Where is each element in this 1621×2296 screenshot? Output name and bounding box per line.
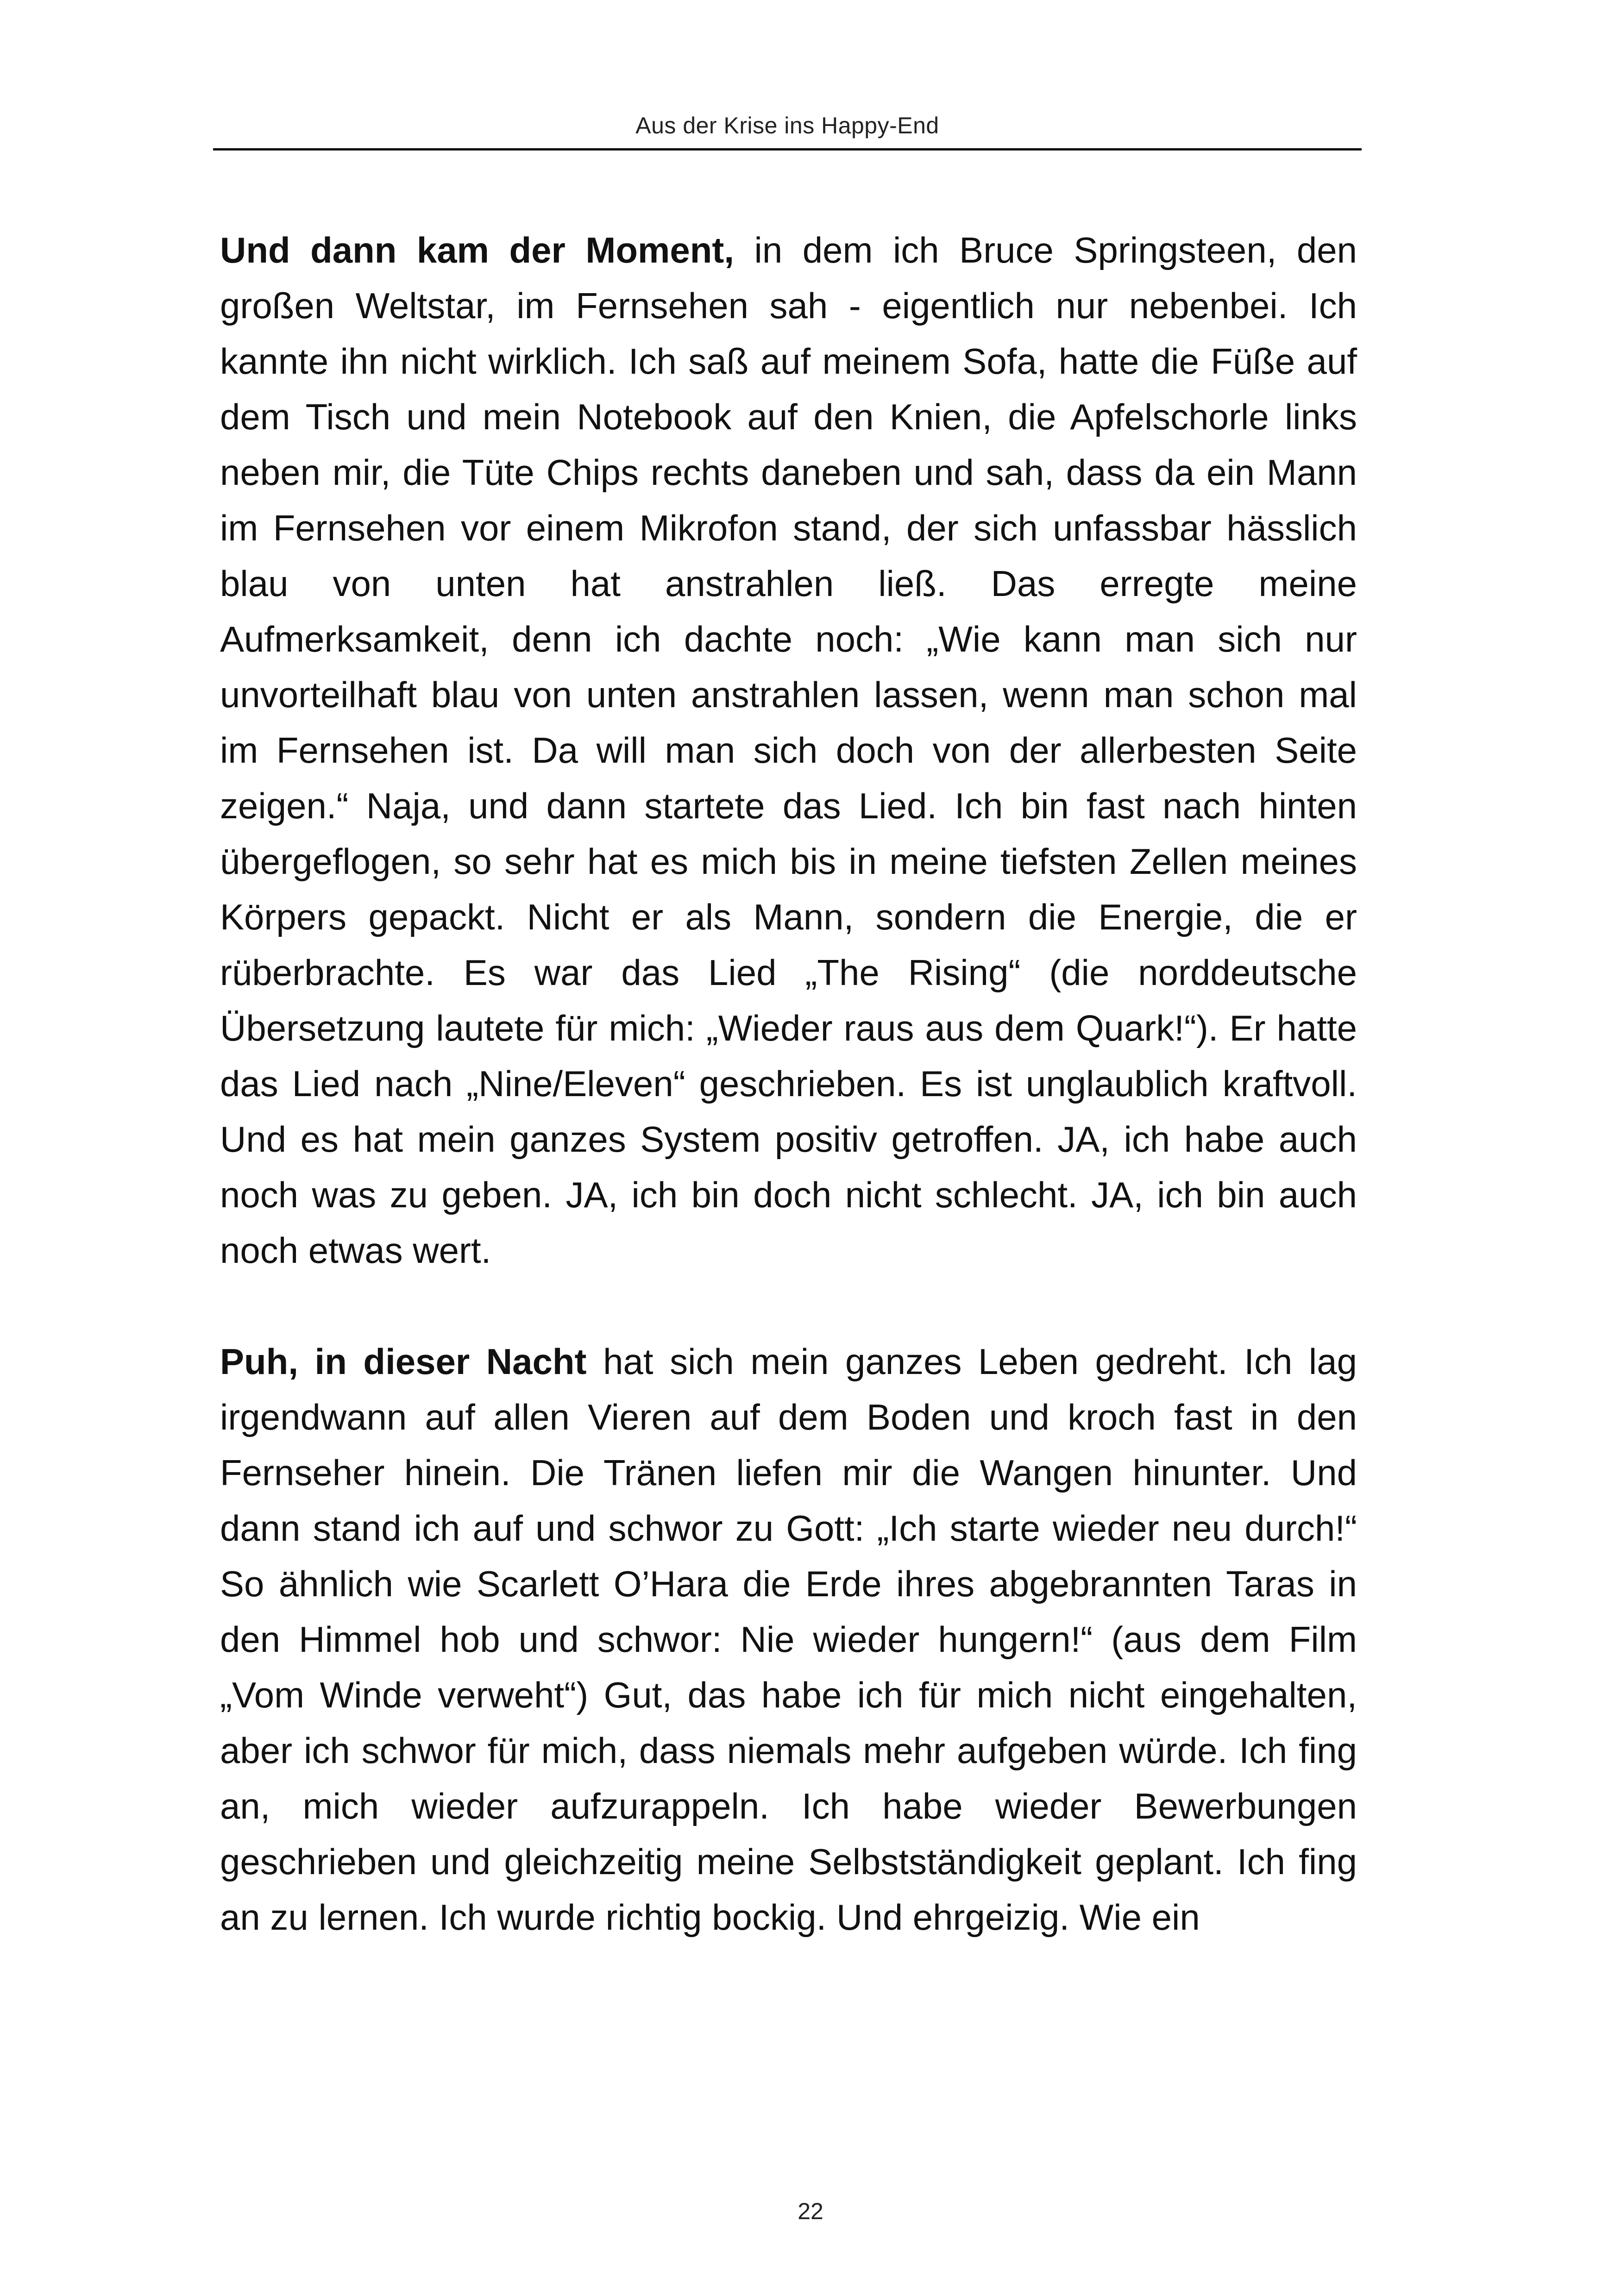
body-text: [220, 222, 1357, 2001]
paragraph-1-lead: Und dann kam der Moment,: [220, 230, 735, 270]
running-header: Aus der Krise ins Happy-End: [635, 113, 939, 138]
paragraph-2: [220, 1334, 1357, 1945]
paragraph-1: [220, 222, 1357, 1278]
paragraph-2-text: hat sich mein ganzes Leben gedreht. Ich lag irgendwann auf allen Vieren auf dem Boden und kroch fast in den Fernseher hinein. Die Tränen liefen mir die Wangen hinunter. Und dann stand ich auf und schwor zu Gott: „Ich starte wieder neu durch!“ So ähnlich wie Scarlett O’Hara die Erde ihres abgebrannten Taras in den Himmel hob und schwor: Nie wieder hungern!“ (aus dem Film „Vom Winde verweht“) Gut, das habe ich für mich nicht eingehalten, aber ich schwor für mich, dass niemals mehr aufgeben würde. Ich fing an, mich wieder aufzurappeln. Ich habe wieder Bewerbungen geschrieben und gleichzeitig meine Selbstständigkeit geplant. Ich fing an zu lernen. Ich wurde richtig bockig. Und ehrgeizig. Wie ein: [220, 1341, 1357, 1938]
header-rule: [213, 148, 1362, 151]
paragraph-2-lead: Puh, in dieser Nacht: [220, 1341, 587, 1382]
paragraph-1-text: in dem ich Bruce Springsteen, den großen Weltstar, im Fernsehen sah - eigentlich nur nebenbei. Ich kannte ihn nicht wirklich. Ich saß auf meinem Sofa, hatte die Füße auf dem Tisch und mein Notebook auf den Knien, die Apfelschorle links neben mir, die Tüte Chips rechts daneben und sah, dass da ein Mann im Fernsehen vor einem Mikrofon stand, der sich unfassbar hässlich blau von unten hat anstrahlen ließ. Das erregte meine Aufmerksamkeit, denn ich dachte noch: „Wie kann man sich nur unvorteilhaft blau von unten anstrahlen lassen, wenn man schon mal im Fernsehen ist. Da will man sich doch von der allerbesten Seite zeigen.“ Naja, und dann startete das Lied. Ich bin fast nach hinten übergeflogen, so sehr hat es mich bis in meine tiefsten Zellen meines Körpers gepackt. Nicht er als Mann, sondern die Energie, die er rüberbrachte. Es war das Lied „The Rising“ (die norddeutsche Übersetzung lautete für mich: „Wieder raus aus dem Quark!“). Er hatte das Lied nach „Nine/Eleven“ geschrieben. Es ist unglaublich kraftvoll. Und es hat mein ganzes System positiv getroffen. JA, ich habe auch noch was zu geben. JA, ich bin doch nicht schlecht. JA, ich bin auch noch etwas wert.: [220, 230, 1357, 1271]
page-number: 22: [798, 2198, 823, 2224]
